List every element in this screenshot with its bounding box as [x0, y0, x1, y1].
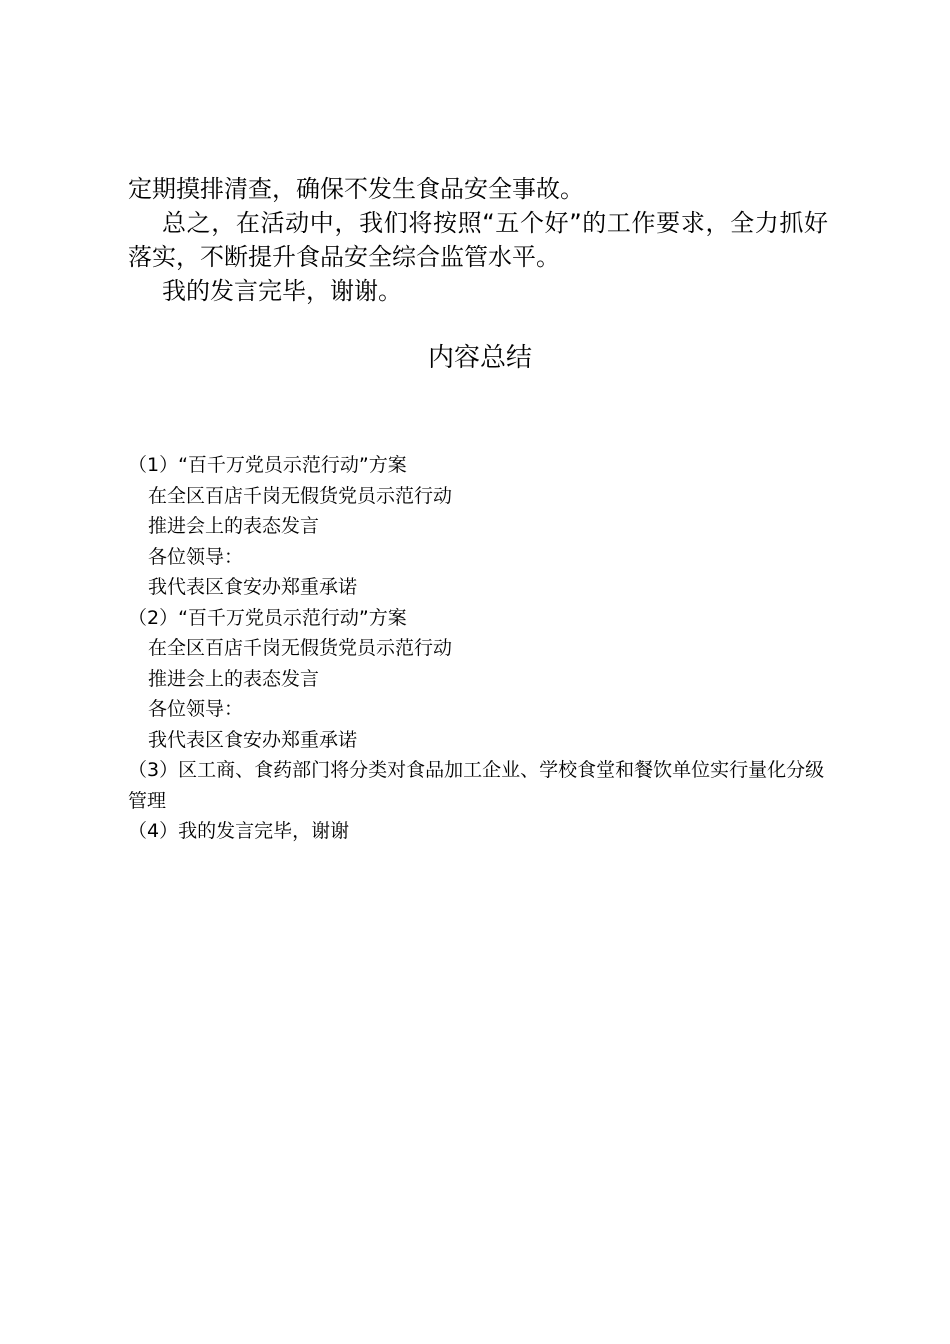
- summary-item-2-line: 我代表区食安办郑重承诺: [148, 728, 358, 751]
- summary-item-1-heading: （1）“百千万党员示范行动”方案: [128, 454, 407, 476]
- summary-item-1-line: 推进会上的表态发言: [148, 515, 320, 537]
- summary-item-2-line: 推进会上的表态发言: [148, 667, 320, 690]
- body-paragraph-2: 总之，在活动中，我们将按照“五个好”的工作要求，全力抓好落实，不断提升食品安全综合监管水平。: [128, 209, 828, 271]
- summary-item-1-line: 各位领导：: [148, 545, 244, 568]
- summary-item-2-line: 在全区百店千岗无假货党员示范行动: [148, 637, 453, 659]
- summary-title: 内容总结: [427, 343, 532, 373]
- body-text: [128, 172, 828, 308]
- summary-item-1-line: 我代表区食安办郑重承诺: [148, 576, 358, 598]
- summary-item-2-line: 各位领导：: [148, 698, 244, 720]
- summary-list: [128, 450, 828, 847]
- summary-item-2-heading: （2）“百千万党员示范行动”方案: [128, 606, 407, 629]
- summary-item-3-heading: （3）区工商、食药部门将分类对食品加工企业、学校食堂和餐饮单位实行量化分级管理: [128, 759, 825, 812]
- body-paragraph-1: 定期摸排清查，确保不发生食品安全事故。: [128, 175, 584, 203]
- summary-item-1-line: 在全区百店千岗无假货党员示范行动: [148, 484, 453, 507]
- body-paragraph-3: 我的发言完毕，谢谢。: [162, 277, 402, 305]
- summary-item-4-heading: （4）我的发言完毕，谢谢: [128, 820, 350, 842]
